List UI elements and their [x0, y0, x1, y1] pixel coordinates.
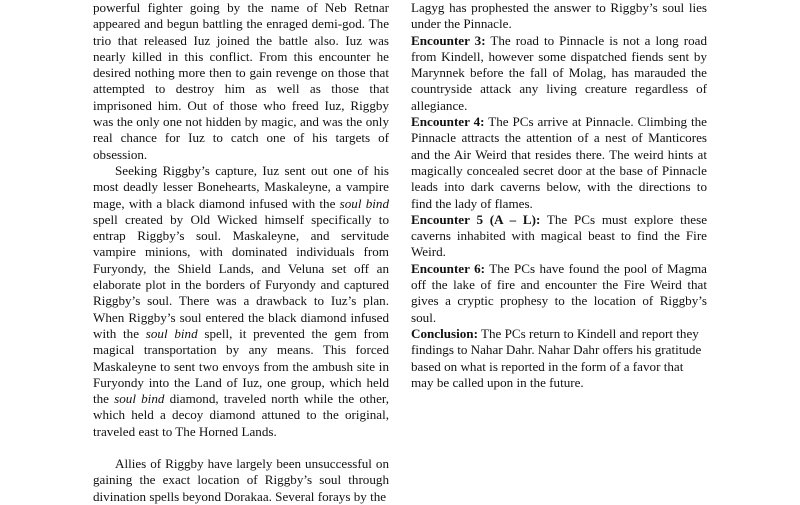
encounter-text: The road to Pinnacle is not a long road from Kindell, however some dispatched fiends sent by Marynnek before the fall of Molag, has marauded the countryside attack any living creature regardless of allegiance.: [411, 32, 707, 113]
paragraph-allies: Allies of Riggby have largely been unsuccessful on gaining the exact location of Riggby’s soul through divination spells beyond Dorakaa. Several forays by the: [93, 456, 389, 504]
encounter-label: Encounter 3:: [411, 32, 486, 48]
encounter-6: [411, 261, 707, 326]
paragraph-prophecy: Lagyg has prophested the answer to Riggby’s soul lies under the Pinnacle.: [411, 0, 707, 32]
encounter-label: Encounter 6:: [411, 260, 486, 276]
encounter-text: The PCs must explore these caverns inhabited with magical beast to find the Fire Weird.: [411, 211, 708, 260]
text-span: spell, it prevented the gem from magical transportation by any means. This forced Maskaleyne to sent two envoys from the ambush site in Furyondy into the Land of Iuz, one group, which held the: [93, 325, 389, 407]
conclusion: [411, 326, 707, 391]
right-column: [411, 0, 707, 391]
spell-name: soul bind: [339, 195, 389, 211]
spell-name: soul bind: [145, 325, 198, 341]
encounter-4: [411, 114, 707, 212]
encounter-3: [411, 33, 707, 114]
encounter-text: The PCs arrive at Pinnacle. Climbing the Pinnacle attracts the attention of a nest of Manticores and the Air Weird that resides there. The weird hints at magically concealed secret door at the base of Pinnacle leads into dark caverns below, with the directions to find the lady of flames.: [411, 114, 707, 211]
encounter-label: Encounter 5 (A – L):: [411, 211, 541, 227]
encounter-text: The PCs return to Kindell and report they findings to Nahar Dahr. Nahar Dahr offers his gratitude based on what is reported in the form of a favor that may be called upon in the future.: [411, 325, 702, 390]
encounter-label: Encounter 4:: [411, 114, 485, 130]
encounter-text: The PCs have found the pool of Magma off the lake of fire and encounter the Fire Weird that gives a cryptic prophesy to the location of Riggby’s soul.: [411, 260, 707, 325]
encounter-5: [411, 212, 707, 261]
spell-name: soul bind: [114, 391, 165, 407]
encounter-label: Conclusion:: [411, 325, 478, 341]
left-column: [93, 0, 389, 505]
paragraph-riggby-capture: [93, 163, 389, 440]
text-span: Seeking Riggby’s capture, Iuz sent out one of his most deadly lesser Bonehearts, Maskaleyne, a vampire mage, with a black diamond infused with the: [93, 162, 389, 211]
text-span: diamond, traveled north while the other, which held a decoy diamond attuned to the original, traveled east to The Horned Lands.: [93, 391, 389, 439]
text-span: spell created by Old Wicked himself specifically to entrap Riggby’s soul. Maskaleyne, and servitude vampire minions, with dominated individuals from Furyondy, the Shield Lands, and Veluna set off an elaborate plot in the borders of Furyondy and captured Riggby’s soul. There was a drawback to Iuz’s plan. When Riggby’s soul entered the black diamond infused with the: [93, 211, 389, 341]
paragraph-iuz-battle: powerful fighter going by the name of Neb Retnar appeared and begun battling the enraged demi-god. The trio that released Iuz joined the battle also. Iuz was nearly killed in this conflict. From this encounter he desired nothing more then to gain revenge on those that attempted to destroy him as well as those that imprisoned him. Out of those who freed Iuz, Riggby was the only one not hidden by magic, and was the only real chance for Iuz to catch one of his targets of obsession.: [93, 0, 389, 162]
